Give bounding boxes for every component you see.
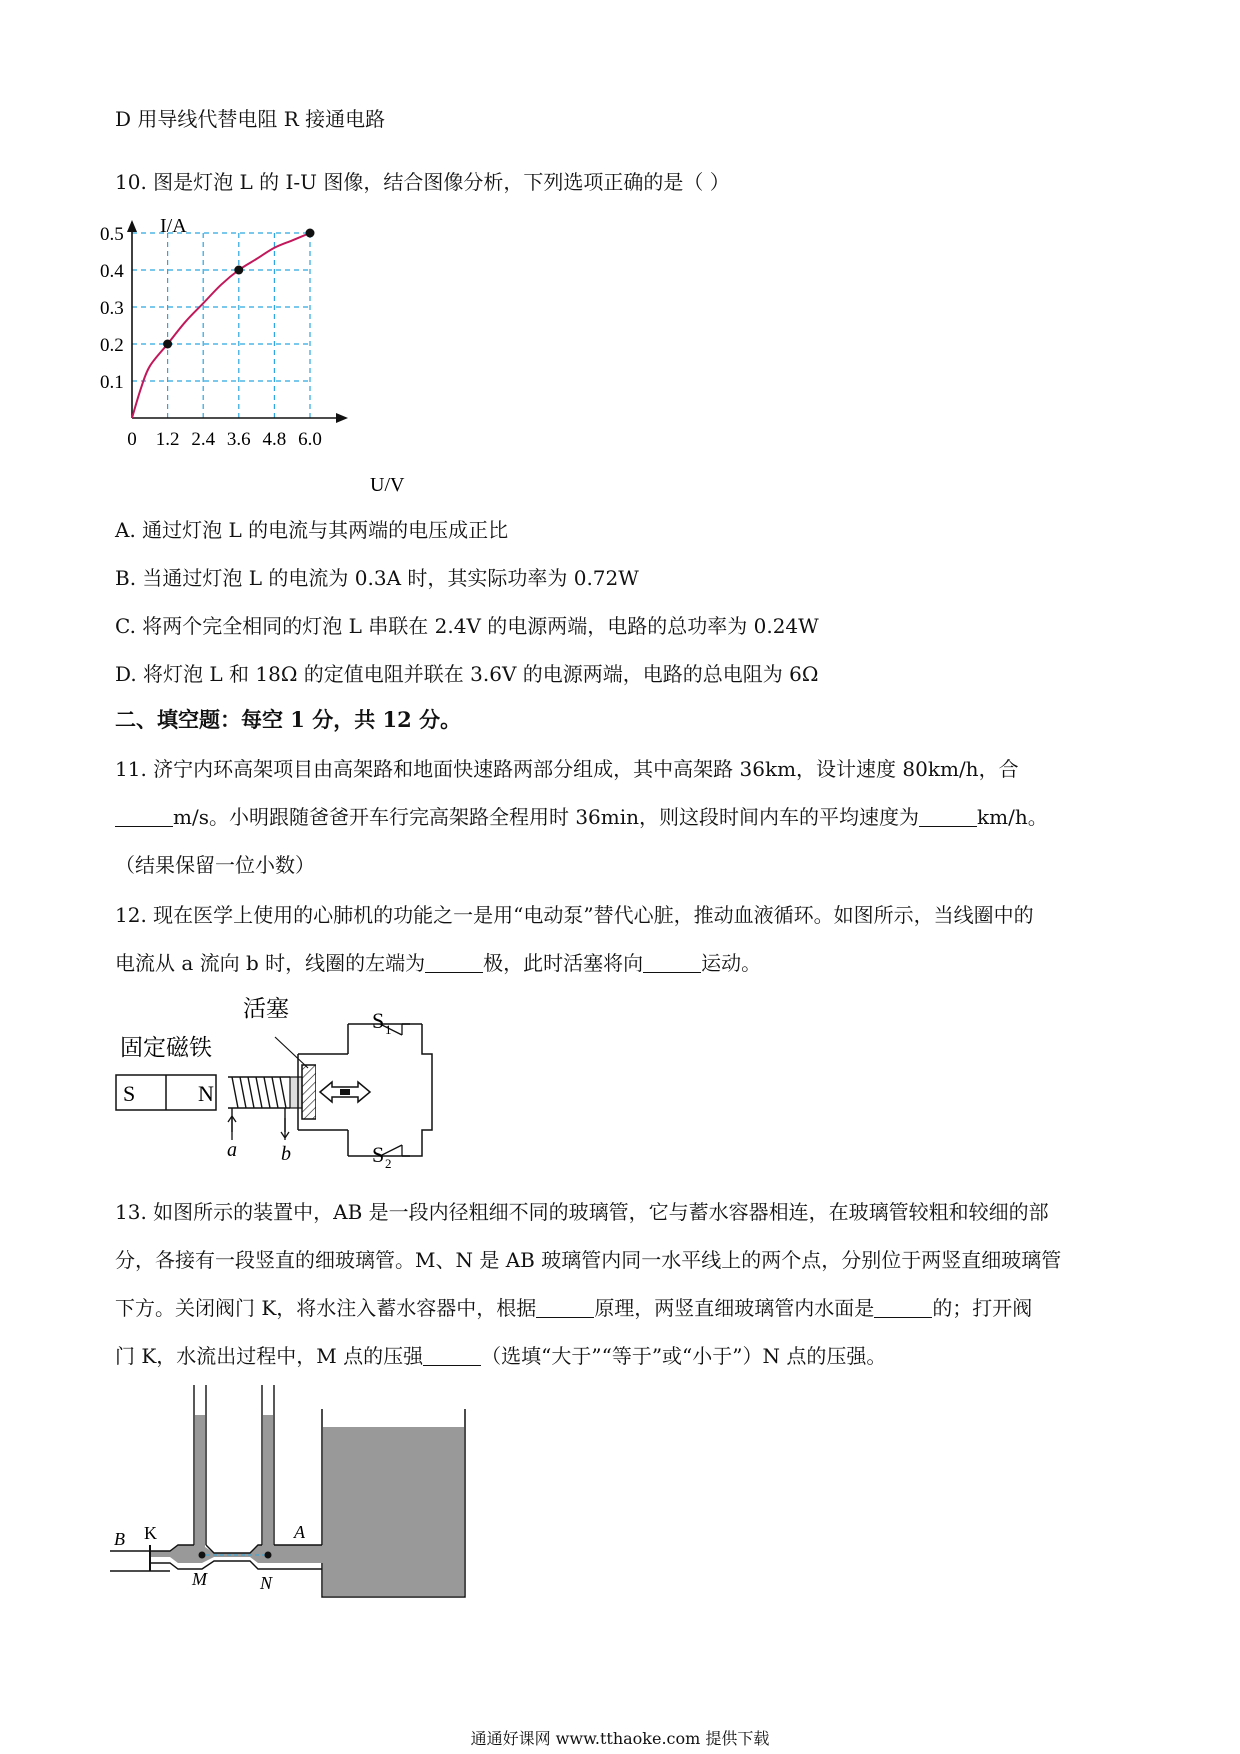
q10-option-a: A. 通过灯泡 L 的电流与其两端的电压成正比	[115, 518, 509, 542]
valve-k: K	[144, 1523, 157, 1543]
coil	[228, 1077, 290, 1132]
label-m: M	[192, 1569, 207, 1589]
pole-s: S	[123, 1081, 136, 1106]
terminal-b: b	[281, 1143, 291, 1165]
svg-text:1: 1	[385, 1022, 392, 1037]
q13-line4: 门 K，水流出过程中，M 点的压强 （选填“大于”“等于”或“小于”）N 点的压强。	[115, 1344, 887, 1368]
data-point	[234, 266, 243, 275]
x-axis-arrow-icon	[336, 413, 348, 423]
answer-blank[interactable]	[874, 1299, 932, 1318]
valve-s2: S	[372, 1142, 385, 1167]
q12-line1: 12. 现在医学上使用的心肺机的功能之一是用“电动泵”替代心脏，推动血液循环。如图所示，当线圈中的	[115, 903, 1034, 927]
answer-blank[interactable]	[425, 954, 483, 973]
magnet-label: 固定磁铁	[120, 1035, 212, 1060]
q10-option-c: C. 将两个完全相同的灯泡 L 串联在 2.4V 的电源两端，电路的总功率为 0.24W	[115, 614, 819, 638]
q11-line1: 11. 济宁内环高架项目由高架路和地面快速路两部分组成，其中高架路 36km，设计速度 80km/h，合	[115, 757, 1019, 781]
pole-n: N	[198, 1081, 214, 1106]
x-tick-label: 3.6	[226, 429, 251, 450]
iu-chart	[100, 212, 420, 508]
q13-line2: 分，各接有一段竖直的细玻璃管。M、N 是 AB 玻璃管内同一水平线上的两个点，分别位于两竖直细玻璃管	[115, 1248, 1062, 1272]
q10-option-b: B. 当通过灯泡 L 的电流为 0.3A 时，其实际功率为 0.72W	[115, 566, 639, 590]
y-axis-arrow-icon	[127, 220, 137, 232]
x-tick-label: 0	[127, 429, 137, 450]
q11-line3: （结果保留一位小数）	[115, 853, 315, 877]
y-tick-label: 0.5	[100, 224, 124, 245]
x-tick-label: 1.2	[155, 429, 180, 450]
x-tick-label: 6.0	[298, 429, 322, 450]
piston-label: 活塞	[243, 996, 289, 1021]
data-point	[306, 229, 315, 238]
data-point	[163, 340, 172, 349]
x-tick-label: 2.4	[191, 429, 216, 450]
q11-line2: m/s。小明跟随爸爸开车行完高架路全程用时 36min，则这段时间内车的平均速度为 km/h。	[115, 803, 1048, 831]
answer-blank[interactable]	[115, 808, 173, 827]
pump-diagram	[110, 990, 490, 1180]
label-n: N	[260, 1573, 273, 1593]
series-curve	[132, 233, 310, 418]
page-footer: 通通好课网 www.tthaoke.com 提供下载	[470, 1729, 770, 1748]
q13-line3: 下方。关闭阀门 K，将水注入蓄水容器中，根据 原理，两竖直细玻璃管内水面是 的；打开阀	[115, 1296, 1033, 1320]
q12-line2: 电流从 a 流向 b 时，线圈的左端为 极，此时活塞将向 运动。	[115, 951, 762, 975]
piston	[302, 1065, 316, 1119]
x-tick-label: 4.8	[262, 429, 287, 450]
answer-blank[interactable]	[536, 1299, 594, 1318]
point-m	[199, 1552, 206, 1559]
q9-option-d: D 用导线代替电阻 R 接通电路	[115, 107, 386, 131]
tube-diagram	[110, 1385, 480, 1605]
section-heading: 二、填空题：每空 1 分，共 12 分。	[115, 707, 462, 732]
y-tick-label: 0.2	[100, 335, 124, 356]
point-n	[265, 1552, 272, 1559]
y-tick-label: 0.1	[100, 372, 124, 393]
x-axis-label: U/V	[370, 474, 405, 496]
y-tick-label: 0.3	[100, 298, 124, 319]
q13-line1: 13. 如图所示的装置中，AB 是一段内径粗细不同的玻璃管，它与蓄水容器相连，在玻璃管较粗和较细的部	[115, 1200, 1049, 1224]
answer-blank[interactable]	[919, 808, 977, 827]
y-tick-label: 0.4	[100, 261, 124, 282]
label-a: A	[294, 1522, 305, 1542]
y-axis-label: I/A	[160, 215, 187, 237]
chart-grid	[132, 233, 310, 418]
q10-option-d: D. 将灯泡 L 和 18Ω 的定值电阻并联在 3.6V 的电源两端，电路的总电阻为 6Ω	[115, 662, 819, 686]
q10-stem: 10. 图是灯泡 L 的 I-U 图像，结合图像分析，下列选项正确的是（ ）	[115, 170, 730, 194]
terminal-a: a	[227, 1139, 237, 1161]
answer-blank[interactable]	[423, 1347, 481, 1366]
answer-blank[interactable]	[643, 954, 701, 973]
chart-axes	[127, 220, 348, 423]
svg-text:2: 2	[385, 1156, 392, 1171]
label-b: B	[114, 1529, 125, 1549]
valve-s1: S	[372, 1008, 385, 1033]
